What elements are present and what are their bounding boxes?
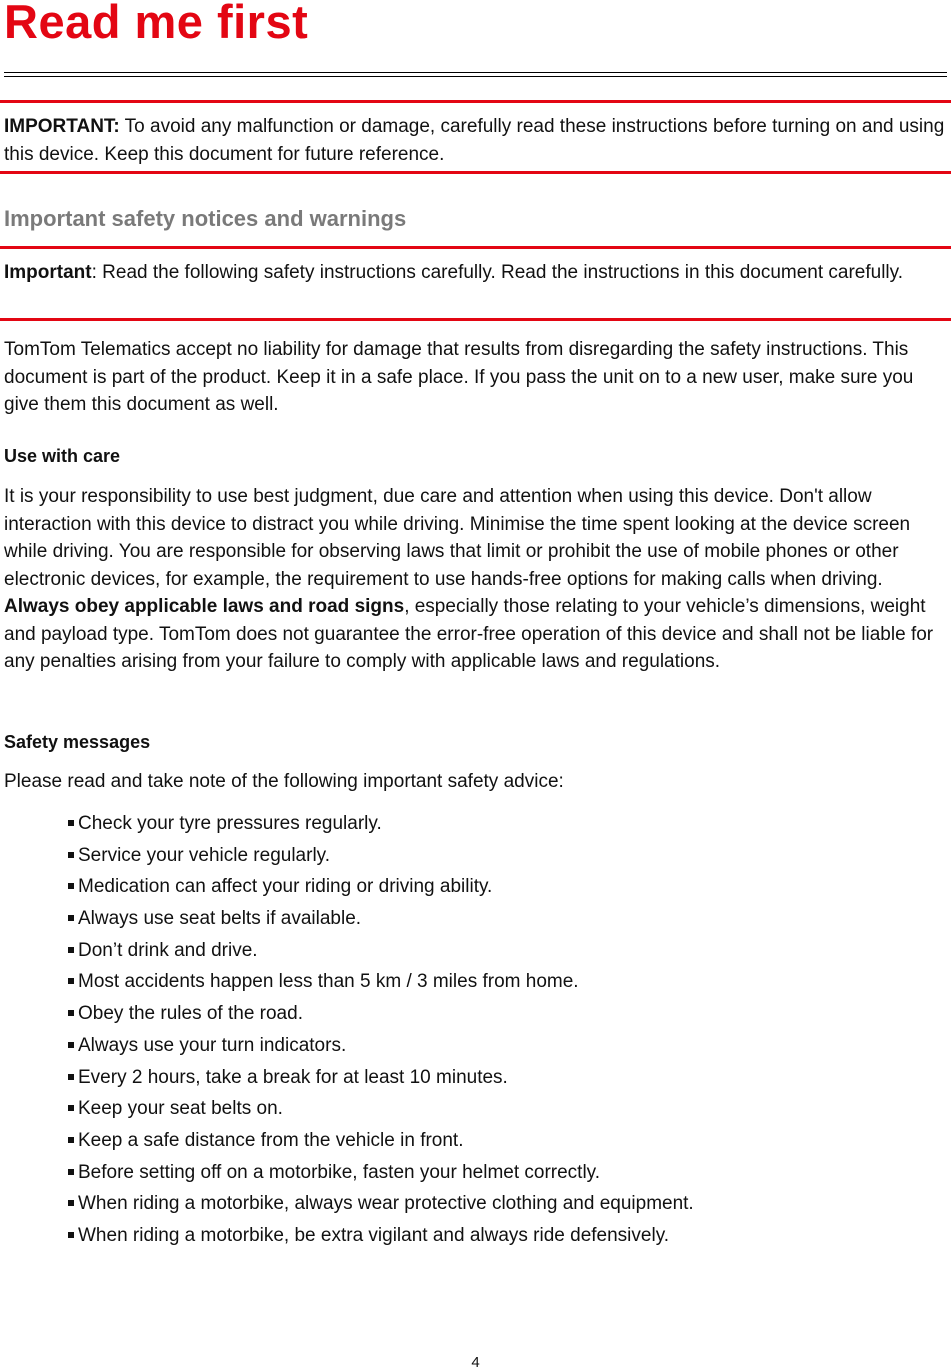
important-notice-text: To avoid any malfunction or damage, carefully read these instructions before turning on and using this device. Keep this document for future reference. <box>4 116 945 165</box>
square-bullet-icon <box>68 1232 74 1238</box>
list-item: Keep your seat belts on. <box>0 1093 694 1125</box>
important-box-top-rule <box>0 246 951 249</box>
list-item: Most accidents happen less than 5 km / 3 miles from home. <box>0 966 694 998</box>
square-bullet-icon <box>68 852 74 858</box>
use-with-care-paragraph <box>4 483 945 676</box>
square-bullet-icon <box>68 947 74 953</box>
list-item: Every 2 hours, take a break for at least 10 minutes. <box>0 1062 694 1094</box>
square-bullet-icon <box>68 1042 74 1048</box>
list-item: Always use seat belts if available. <box>0 903 694 935</box>
use-with-care-bold-text: Always obey applicable laws and road signs <box>4 596 405 617</box>
use-with-care-text-after: , especially those relating to your vehicle’s dimensions, weight and payload type. TomTom does not guarantee the error-free operation of this device and shall not be liable for any penalties arising from your failure to comply with applicable laws and regulations. <box>4 596 934 672</box>
square-bullet-icon <box>68 1169 74 1175</box>
use-with-care-heading: Use with care <box>4 446 121 466</box>
list-item: Don’t drink and drive. <box>0 935 694 967</box>
liability-paragraph: TomTom Telematics accept no liability for damage that results from disregarding the safety instructions. This document is part of the product. Keep it in a safe place. If you pass the unit on to a new user, make sure you give them this document as well. <box>4 339 914 415</box>
important-box-bottom-rule <box>0 318 951 321</box>
page-number: 4 <box>471 1354 480 1371</box>
list-item: Obey the rules of the road. <box>0 998 694 1030</box>
square-bullet-icon <box>68 1074 74 1080</box>
list-item: When riding a motorbike, always wear protective clothing and equipment. <box>0 1188 694 1220</box>
important-box-label: Important <box>4 262 92 283</box>
list-item: Medication can affect your riding or driving ability. <box>0 871 694 903</box>
square-bullet-icon <box>68 978 74 984</box>
important-notice-top-rule <box>0 100 951 103</box>
square-bullet-icon <box>68 883 74 889</box>
list-item: Check your tyre pressures regularly. <box>0 808 694 840</box>
important-box <box>4 259 945 287</box>
list-item: Keep a safe distance from the vehicle in front. <box>0 1125 694 1157</box>
square-bullet-icon <box>68 1137 74 1143</box>
important-notice-bottom-rule <box>0 171 951 174</box>
important-box-text: : Read the following safety instructions carefully. Read the instructions in this document carefully. <box>91 262 904 283</box>
page-title: Read me first <box>4 0 309 48</box>
list-item: Before setting off on a motorbike, fasten your helmet correctly. <box>0 1157 694 1189</box>
title-double-rule <box>4 72 947 77</box>
list-item: Always use your turn indicators. <box>0 1030 694 1062</box>
square-bullet-icon <box>68 1200 74 1206</box>
safety-advice-list <box>0 808 694 1252</box>
use-with-care-text-before: It is your responsibility to use best judgment, due care and attention when using this device. Don't allow interaction with this device to distract you while driving. Minimise the time spent looking at the device screen while driving. You are responsible for observing laws that limit or prohibit the use of mobile phones or other electronic devices, for example, the requirement to use hands-free options for making calls when driving. <box>4 486 911 590</box>
square-bullet-icon <box>68 915 74 921</box>
square-bullet-icon <box>68 1105 74 1111</box>
list-item: Service your vehicle regularly. <box>0 840 694 872</box>
important-notice-label: IMPORTANT: <box>4 116 120 137</box>
section-heading-safety: Important safety notices and warnings <box>4 206 407 231</box>
safety-messages-intro: Please read and take note of the following important safety advice: <box>4 771 564 792</box>
important-notice <box>4 113 945 168</box>
safety-messages-heading: Safety messages <box>4 732 151 752</box>
square-bullet-icon <box>68 1010 74 1016</box>
square-bullet-icon <box>68 820 74 826</box>
list-item: When riding a motorbike, be extra vigilant and always ride defensively. <box>0 1220 694 1252</box>
